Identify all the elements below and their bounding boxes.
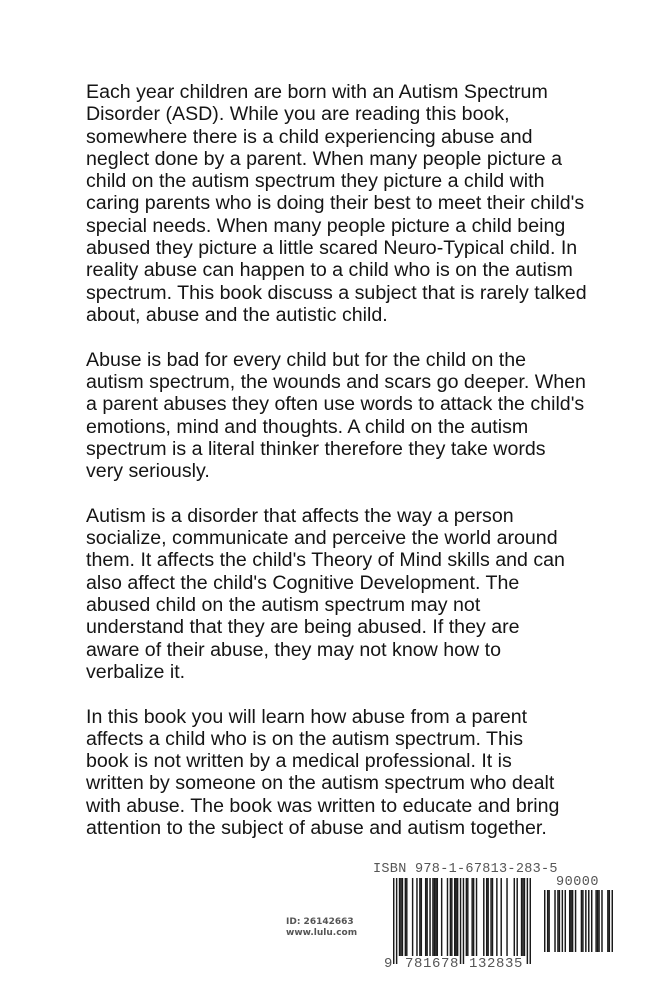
barcode-bar: [595, 890, 596, 952]
barcode-bar: [506, 878, 507, 956]
ean-right-digits: 132835: [469, 956, 524, 972]
barcode-bar: [435, 878, 436, 956]
barcode-bar: [565, 890, 566, 952]
barcode-bar: [559, 890, 560, 952]
barcode-bar: [530, 878, 531, 964]
barcode-bar: [419, 878, 420, 956]
text-line: spectrum. This book discuss a subject that is rarely talked: [86, 281, 587, 304]
text-line: special needs. When many people picture a child being: [86, 214, 566, 237]
barcode-bar: [492, 878, 493, 956]
barcode-bar: [572, 890, 573, 952]
barcode-bar: [581, 890, 582, 952]
barcode-bar: [514, 878, 515, 956]
text-line: book is not written by a medical professional. It is: [86, 750, 512, 773]
text-line: about, abuse and the autistic child.: [86, 303, 388, 326]
back-cover-blurb: [86, 81, 646, 862]
blurb-paragraph: [86, 81, 646, 326]
barcode-bar: [416, 878, 417, 956]
barcode-bar: [460, 878, 461, 964]
barcode-bar: [601, 890, 602, 952]
barcode-bar: [447, 878, 448, 956]
book-id: ID: 26142663: [286, 917, 354, 927]
barcode-bar: [432, 878, 433, 956]
text-line: attention to the subject of abuse and autism together.: [86, 817, 547, 840]
text-line: child on the autism spectrum they picture a child with: [86, 170, 545, 193]
barcode-bar: [591, 890, 592, 952]
publisher-info: [286, 917, 357, 938]
barcode-bar: [500, 878, 501, 956]
barcode-bar: [486, 878, 487, 956]
text-line: somewhere there is a child experiencing abuse and: [86, 125, 533, 148]
barcode-bar: [426, 878, 427, 956]
barcode-bar: [548, 890, 549, 952]
ean-left-digits: 781678: [405, 956, 460, 972]
ean-first-digit: 9: [384, 956, 393, 972]
barcode-bar: [457, 878, 458, 956]
barcode-bar: [471, 878, 472, 956]
barcode-bar: [562, 890, 563, 952]
text-line: them. It affects the child's Theory of Mind skills and can: [86, 549, 565, 572]
barcode-bar: [451, 878, 452, 956]
barcode-bar: [425, 878, 426, 956]
text-line: caring parents who is doing their best to meet their child's: [86, 192, 585, 215]
text-line: verbalize it.: [86, 660, 186, 683]
text-line: Abuse is bad for every child but for the child on the: [86, 348, 527, 371]
barcode-bar: [466, 878, 467, 956]
text-line: affects a child who is on the autism spectrum. This: [86, 727, 524, 750]
price-addon-number: 90000: [556, 875, 600, 890]
barcode-bar: [575, 890, 576, 952]
barcode-bar: [463, 878, 464, 964]
barcode-bar: [582, 890, 583, 952]
text-line: autism spectrum, the wounds and scars go deeper. When: [86, 370, 586, 393]
barcode-bar: [393, 878, 394, 964]
barcode-bar: [598, 890, 599, 952]
barcode-bar: [607, 890, 608, 952]
text-line: neglect done by a parent. When many people picture a: [86, 147, 562, 170]
barcode-bar: [405, 878, 406, 956]
ean5-addon-barcode: [544, 890, 613, 952]
text-line: Each year children are born with an Autism Spectrum: [86, 81, 548, 103]
ean13-barcode: [393, 878, 531, 964]
barcode-bar: [516, 878, 517, 956]
barcode-bar: [406, 878, 407, 956]
text-line: also affect the child's Cognitive Development. The: [86, 571, 520, 594]
barcode-bar: [402, 878, 403, 956]
text-line: emotions, mind and thoughts. A child on the autism: [86, 415, 529, 438]
barcode-bar: [521, 878, 522, 956]
barcode-bar: [483, 878, 484, 956]
barcode-bar: [609, 890, 610, 952]
barcode-bar: [597, 890, 598, 952]
barcode-bar: [557, 890, 558, 952]
barcode-bar: [429, 878, 430, 956]
barcode-bar: [544, 890, 545, 952]
barcode-bar: [455, 878, 456, 956]
barcode-bar: [522, 878, 523, 956]
barcode-bar: [554, 890, 555, 952]
blurb-paragraph: [86, 349, 646, 483]
text-line: very seriously.: [86, 460, 210, 483]
barcode-bar: [437, 878, 438, 956]
barcode-bar: [585, 890, 586, 952]
text-line: In this book you will learn how abuse from a parent: [86, 705, 528, 728]
blurb-paragraph: [86, 505, 646, 683]
text-line: abused they picture a little scared Neuro-Typical child. In: [86, 237, 578, 260]
barcode-bar: [490, 878, 491, 956]
barcode-bar: [473, 878, 474, 956]
text-line: socialize, communicate and perceive the world around: [86, 527, 558, 550]
barcode-bar: [527, 878, 528, 964]
barcode-bar: [421, 878, 422, 956]
barcode-bar: [547, 890, 548, 952]
barcode-bar: [396, 878, 397, 964]
barcode-bar: [450, 878, 451, 956]
barcode-bar: [487, 878, 488, 956]
text-line: reality abuse can happen to a child who is on the autism: [86, 259, 573, 282]
barcode-bar: [454, 878, 455, 956]
text-line: Disorder (ASD). While you are reading this book,: [86, 103, 510, 126]
barcode-bar: [441, 878, 442, 956]
blurb-paragraph: [86, 706, 646, 840]
text-line: with abuse. The book was written to educate and bring: [86, 794, 560, 817]
text-line: Autism is a disorder that affects the way a person: [86, 504, 514, 527]
barcode-bar: [612, 890, 613, 952]
barcode-bar: [467, 878, 468, 956]
barcode-bar: [524, 878, 525, 956]
barcode-bar: [476, 878, 477, 956]
barcode-bar: [569, 890, 570, 952]
barcode-bar: [496, 878, 497, 956]
barcode-bar: [412, 878, 413, 956]
barcode-bar: [400, 878, 401, 956]
publisher-url: www.lulu.com: [286, 927, 358, 938]
text-line: written by someone on the autism spectrum who dealt: [86, 772, 555, 795]
text-line: aware of their abuse, they may not know how to: [86, 638, 501, 661]
text-line: abused child on the autism spectrum may not: [86, 594, 481, 617]
text-line: spectrum is a literal thinker therefore they take words: [86, 437, 546, 460]
isbn-label: ISBN 978-1-67813-283-5: [373, 862, 558, 877]
barcode-bar: [588, 890, 589, 952]
text-line: understand that they are being abused. If they are: [86, 616, 520, 639]
barcode-bar: [399, 878, 400, 956]
barcode-bar: [434, 878, 435, 956]
text-line: a parent abuses they often use words to attack the child's: [86, 393, 585, 416]
barcode-bar: [570, 890, 571, 952]
